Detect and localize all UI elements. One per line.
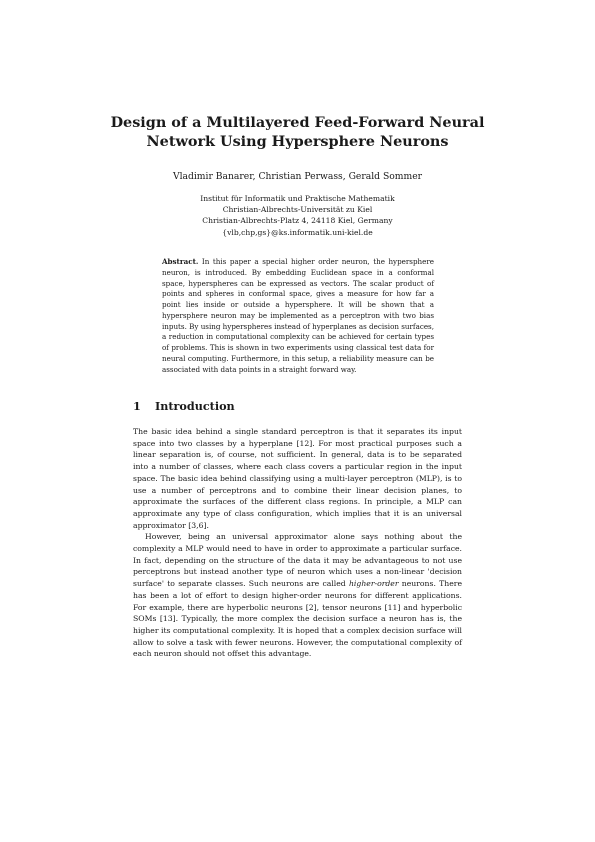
paragraph-text: However, being an universal approximator alone says nothing about the complexity a MLP would need to have in order to approximate a particular surface. In fact, depending on the structure of the data it may be advantageous to not use perceptrons but instead another type of neuron which uses a non-linear 'decision surface' to separate classes. Such neurons are called: [133, 532, 462, 589]
affiliation-address: Christian-Albrechts-Platz 4, 24118 Kiel, Germany: [202, 216, 393, 226]
abstract-text: In this paper a special higher order neuron, the hypersphere neuron, is introduced. By embedding Euclidean space in a conformal space, hyperspheres can be expressed as vectors. The scalar product of points and spheres in conformal space, gives a measure for how far a point lies inside or outside a hypersphere. It will be shown that a hypersphere neuron may be implemented as a perceptron with two bias inputs. By using hyperspheres instead of hyperplanes as decision surfaces, a reduction in computational complexity can be achieved for certain types of problems. This is shown in two experiments using classical test data for neural computing. Furthermore, in this setup, a reliability measure can be associated with data points in a straight forward way.: [162, 257, 434, 374]
author-list: Vladimir Banarer, Christian Perwass, Gerald Sommer: [172, 171, 423, 182]
abstract-heading: Abstract.: [162, 257, 199, 266]
affiliation-email: {vlb,chp,gs}@ks.informatik.uni-kiel.de: [222, 227, 373, 237]
section-heading: [133, 399, 463, 413]
section-body: [133, 426, 462, 660]
emphasis-text: higher-order: [348, 579, 399, 589]
abstract: [162, 257, 434, 375]
paragraph: [133, 531, 462, 660]
paragraph: The basic idea behind a single standard perceptron is that it separates its input space into two classes by a hyperplane [12]. For most practical purposes such a linear separation is, of course, not sufficient. In general, data is to be separated into a number of classes, where each class covers a particular region in the input space. The basic idea behind classifying using a multi-layer perceptron (MLP), is to use a number of perceptrons and to combine their linear decision planes, to approximate the surfaces of the different class regions. In principle, a MLP can approximate any type of class configuration, which implies that it is an universal approximator [3,6].: [133, 427, 462, 530]
title-line-1: Design of a Multilayered Feed-Forward Neural: [110, 114, 485, 131]
affiliation-block: [100, 193, 495, 238]
paragraph-text: neurons. There has been a lot of effort to design higher-order neurons for different applications. For example, there are hyperbolic neurons [2], tensor neurons [11] and hyperbolic SOMs [13]. Typically, the more complex the decision surface a neuron has is, the higher its computational complexity. It is hoped that a complex decision surface will allow to solve a task with fewer neurons. However, the computational complexity of each neuron should not offset this advantage.: [133, 579, 462, 659]
affiliation-university: Christian-Albrechts-Universität zu Kiel: [222, 205, 373, 215]
title-line-2: Network Using Hypersphere Neurons: [146, 133, 449, 150]
section-title: Introduction: [155, 399, 235, 413]
section-number: 1: [133, 399, 141, 413]
affiliation-institute: Institut für Informatik und Praktische Mathematik: [200, 194, 395, 203]
paper-title: [100, 113, 495, 151]
